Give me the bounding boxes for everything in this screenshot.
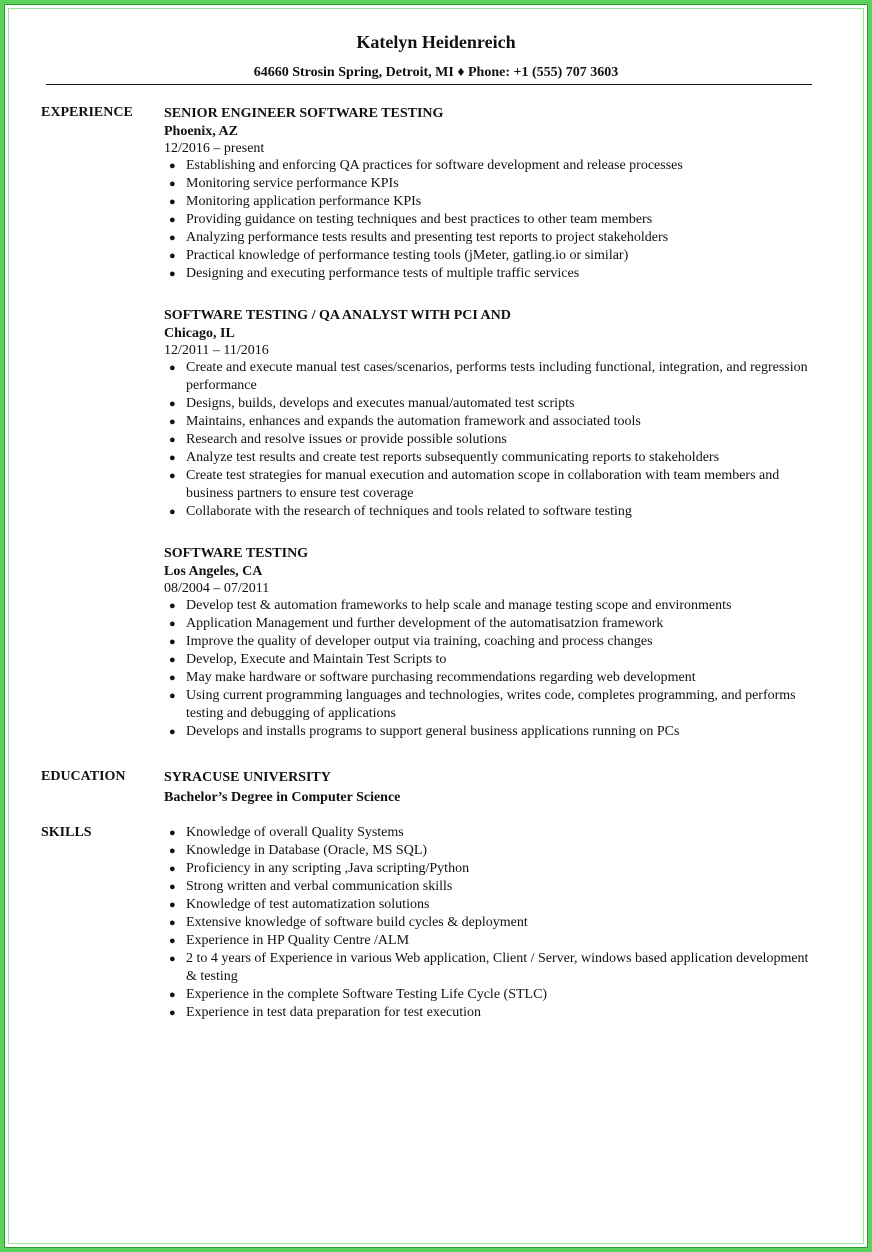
bullet-item	[164, 651, 814, 669]
education-entry	[164, 769, 814, 807]
bullet-text: Establishing and enforcing QA practices for software development and release processes	[186, 158, 683, 173]
skill-text: Knowledge of test automatization solutions	[186, 897, 430, 912]
bullet-item	[164, 175, 814, 193]
bullet-icon: ●	[169, 899, 176, 911]
bullet-text: May make hardware or software purchasing recommendations regarding web development	[186, 670, 696, 685]
bullet-text: Develop test & automation frameworks to help scale and manage testing scope and environments	[186, 598, 732, 613]
bullet-icon: ●	[169, 989, 176, 1001]
bullet-icon: ●	[169, 452, 176, 464]
bullet-item	[164, 449, 814, 467]
skill-item	[164, 950, 814, 986]
bullet-icon: ●	[169, 416, 176, 428]
bullet-icon: ●	[169, 470, 176, 482]
skill-text: Experience in the complete Software Testing Life Cycle (STLC)	[186, 987, 548, 1002]
bullet-icon: ●	[169, 160, 176, 172]
job-entry-3	[164, 545, 814, 741]
bullet-item	[164, 193, 814, 211]
job-location: Chicago, IL	[164, 326, 235, 341]
skill-item	[164, 896, 814, 914]
job-bullets	[164, 359, 814, 521]
job-dates: 08/2004 – 07/2011	[164, 581, 270, 596]
skill-item	[164, 914, 814, 932]
bullet-item	[164, 723, 814, 741]
bullet-text: Research and resolve issues or provide possible solutions	[186, 432, 507, 447]
bullet-item	[164, 211, 814, 229]
skill-item	[164, 860, 814, 878]
bullet-icon: ●	[169, 917, 176, 929]
bullet-icon: ●	[169, 863, 176, 875]
bullet-item	[164, 413, 814, 431]
bullet-icon: ●	[169, 726, 176, 738]
bullet-item	[164, 265, 814, 283]
job-bullets	[164, 157, 814, 283]
bullet-icon: ●	[169, 1007, 176, 1019]
job-entry-2	[164, 307, 814, 521]
bullet-icon: ●	[169, 398, 176, 410]
bullet-text: Improve the quality of developer output via training, coaching and process changes	[186, 634, 653, 649]
bullet-text: Providing guidance on testing techniques and best practices to other team members	[186, 212, 653, 227]
bullet-icon: ●	[169, 214, 176, 226]
bullet-text: Designs, builds, develops and executes manual/automated test scripts	[186, 396, 575, 411]
bullet-item	[164, 597, 814, 615]
bullet-item	[164, 359, 814, 395]
bullet-text: Designing and executing performance tests of multiple traffic services	[186, 266, 580, 281]
bullet-item	[164, 669, 814, 687]
contact-line: 64660 Strosin Spring, Detroit, MI ♦ Phone: +1 (555) 707 3603	[253, 65, 619, 80]
job-bullets	[164, 597, 814, 741]
skill-text: 2 to 4 years of Experience in various Web application, Client / Server, windows based application development & testing	[186, 951, 809, 984]
job-title: SOFTWARE TESTING / QA ANALYST WITH PCI AND	[164, 308, 511, 323]
bullet-text: Analyze test results and create test reports subsequently communicating reports to stakeholders	[186, 450, 720, 465]
skills-heading: SKILLS	[41, 825, 92, 840]
bullet-item	[164, 687, 814, 723]
bullet-text: Application Management und further development of the automatisatzion framework	[186, 616, 664, 631]
bullet-text: Practical knowledge of performance testing tools (jMeter, gatling.io or similar)	[186, 248, 629, 263]
skill-item	[164, 878, 814, 896]
bullet-item	[164, 467, 814, 503]
bullet-text: Create test strategies for manual execution and automation scope in collaboration with team members and business partners to ensure test coverage	[186, 468, 780, 501]
bullet-item	[164, 615, 814, 633]
bullet-item	[164, 157, 814, 175]
bullet-icon: ●	[169, 636, 176, 648]
job-location: Los Angeles, CA	[164, 564, 263, 579]
bullet-text: Analyzing performance tests results and presenting test reports to project stakeholders	[186, 230, 669, 245]
bullet-item	[164, 633, 814, 651]
skill-text: Experience in HP Quality Centre /ALM	[186, 933, 410, 948]
bullet-item	[164, 431, 814, 449]
education-degree: Bachelor’s Degree in Computer Science	[164, 790, 401, 805]
bullet-icon: ●	[169, 434, 176, 446]
education-school: SYRACUSE UNIVERSITY	[164, 770, 331, 785]
skill-text: Strong written and verbal communication skills	[186, 879, 453, 894]
job-entry-1	[164, 105, 814, 283]
experience-heading: EXPERIENCE	[41, 105, 133, 120]
bullet-text: Using current programming languages and technologies, writes code, completes programming, and performs testing and debugging of applications	[186, 688, 796, 721]
job-dates: 12/2011 – 11/2016	[164, 343, 269, 358]
skill-item	[164, 824, 814, 842]
skill-text: Extensive knowledge of software build cycles & deployment	[186, 915, 528, 930]
bullet-icon: ●	[169, 600, 176, 612]
bullet-icon: ●	[169, 196, 176, 208]
skill-item	[164, 932, 814, 950]
job-dates: 12/2016 – present	[164, 141, 265, 156]
bullet-icon: ●	[169, 654, 176, 666]
job-location: Phoenix, AZ	[164, 124, 238, 139]
bullet-icon: ●	[169, 362, 176, 374]
bullet-icon: ●	[169, 268, 176, 280]
bullet-icon: ●	[169, 953, 176, 965]
header-divider	[46, 84, 812, 85]
bullet-text: Monitoring application performance KPIs	[186, 194, 422, 209]
bullet-icon: ●	[169, 690, 176, 702]
bullet-text: Develops and installs programs to support general business applications running on PCs	[186, 724, 680, 739]
skill-item	[164, 986, 814, 1004]
bullet-text: Monitoring service performance KPIs	[186, 176, 399, 191]
skill-item	[164, 1004, 814, 1022]
skill-text: Knowledge in Database (Oracle, MS SQL)	[186, 843, 428, 858]
bullet-icon: ●	[169, 845, 176, 857]
bullet-icon: ●	[169, 232, 176, 244]
skill-text: Proficiency in any scripting ,Java scripting/Python	[186, 861, 470, 876]
bullet-text: Create and execute manual test cases/scenarios, performs tests including functional, integration, and regression performance	[186, 360, 808, 393]
bullet-text: Collaborate with the research of techniques and tools related to software testing	[186, 504, 632, 519]
bullet-icon: ●	[169, 618, 176, 630]
skill-text: Experience in test data preparation for test execution	[186, 1005, 482, 1020]
education-heading: EDUCATION	[41, 769, 126, 784]
job-title: SOFTWARE TESTING	[164, 546, 309, 561]
bullet-icon: ●	[169, 935, 176, 947]
candidate-name: Katelyn Heidenreich	[356, 32, 516, 52]
bullet-icon: ●	[169, 250, 176, 262]
bullet-item	[164, 247, 814, 265]
skills-list-container	[164, 824, 814, 1022]
bullet-icon: ●	[169, 672, 176, 684]
bullet-item	[164, 229, 814, 247]
bullet-icon: ●	[169, 506, 176, 518]
skill-item	[164, 842, 814, 860]
bullet-text: Maintains, enhances and expands the automation framework and associated tools	[186, 414, 641, 429]
skill-text: Knowledge of overall Quality Systems	[186, 825, 404, 840]
skills-list	[164, 824, 814, 1022]
bullet-icon: ●	[169, 827, 176, 839]
bullet-item	[164, 503, 814, 521]
bullet-text: Develop, Execute and Maintain Test Scripts to	[186, 652, 447, 667]
bullet-icon: ●	[169, 881, 176, 893]
bullet-icon: ●	[169, 178, 176, 190]
bullet-item	[164, 395, 814, 413]
job-title: SENIOR ENGINEER SOFTWARE TESTING	[164, 106, 444, 121]
